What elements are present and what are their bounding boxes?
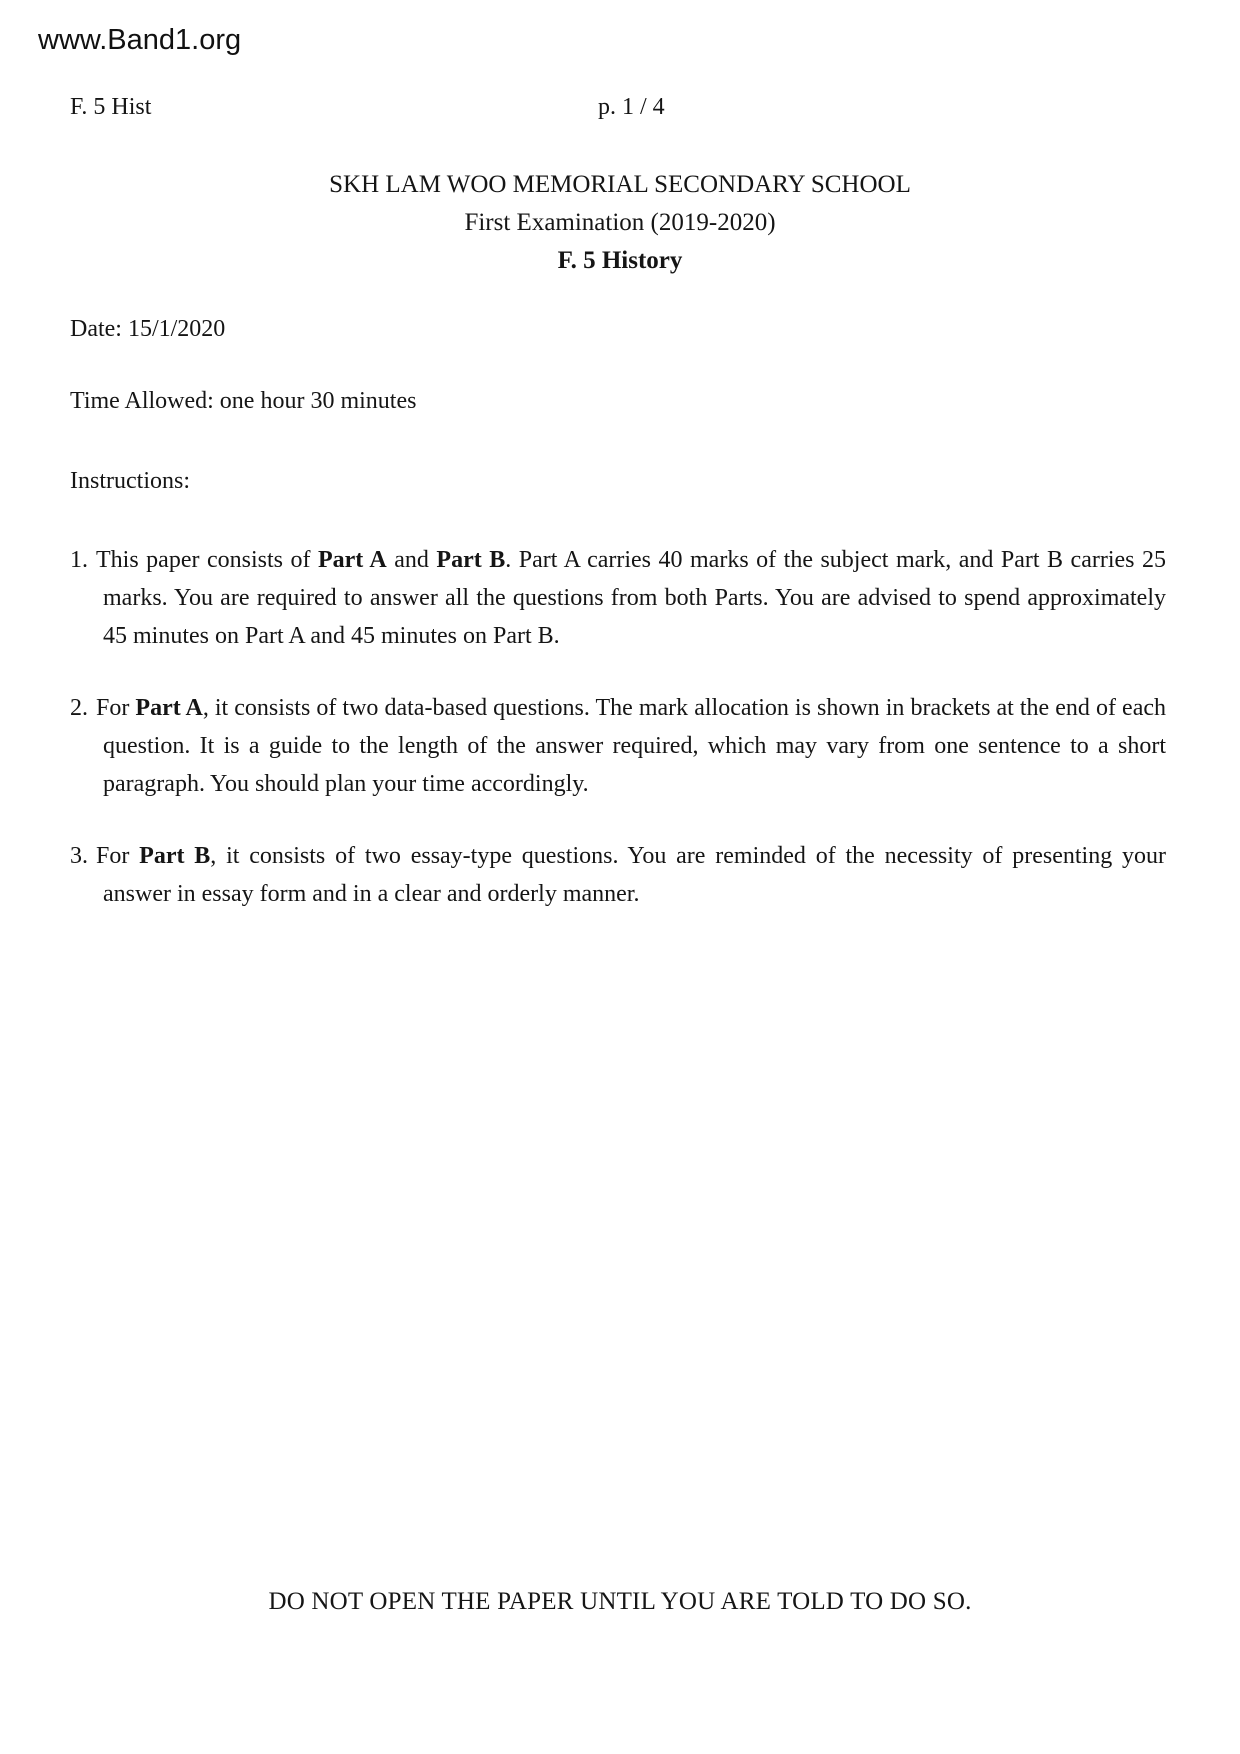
instruction-item-1: [70, 541, 1166, 655]
watermark-url: www.Band1.org: [38, 24, 242, 56]
instruction-1-bold-part-a: Part A: [317, 547, 387, 573]
header-page-number: p. 1 / 4: [598, 94, 665, 120]
instructions-heading: Instructions:: [70, 468, 190, 494]
instruction-1-text: and: [386, 547, 437, 573]
instruction-item-2: [70, 689, 1166, 803]
do-not-open-warning: DO NOT OPEN THE PAPER UNTIL YOU ARE TOLD TO DO SO.: [268, 1588, 972, 1615]
instruction-1-text: . Part A carries 40 marks of the subject mark, and Part B carries 25 marks. You are required to answer all the questions from both Parts. You are advised to spend approximately 45 minutes on Part A and 45 minutes on Part B.: [103, 547, 1167, 649]
instruction-2-text: For: [96, 695, 136, 721]
instruction-1-number: 1.: [70, 547, 88, 573]
instruction-2-bold-part-a: Part A: [135, 695, 203, 721]
instruction-3-text: , it consists of two essay-type questions. You are reminded of the necessity of presenting your answer in essay form and in a clear and orderly manner.: [103, 843, 1167, 907]
instruction-1-text: This paper consists of: [96, 547, 318, 573]
header-course-code: F. 5 Hist: [70, 94, 152, 120]
instruction-3-text: For: [96, 843, 140, 869]
instruction-list: [70, 541, 1166, 947]
subject-name: F. 5 History: [557, 247, 683, 274]
time-allowed-line: Time Allowed: one hour 30 minutes: [70, 388, 417, 414]
instruction-3-bold-part-b: Part B: [139, 843, 211, 869]
instruction-item-3: [70, 837, 1166, 913]
instruction-2-number: 2.: [70, 695, 88, 721]
school-name: SKH LAM WOO MEMORIAL SECONDARY SCHOOL: [329, 171, 911, 198]
instruction-1-bold-part-b: Part B: [436, 547, 506, 573]
exam-name: First Examination (2019-2020): [464, 209, 776, 236]
instruction-3-number: 3.: [70, 843, 88, 869]
date-line: Date: 15/1/2020: [70, 316, 226, 342]
title-block: [0, 166, 1240, 280]
instruction-2-text: , it consists of two data-based questions. The mark allocation is shown in brackets at the end of each question. It is a guide to the length of the answer required, which may vary from one sentence to a short paragraph. You should plan your time accordingly.: [103, 695, 1167, 797]
